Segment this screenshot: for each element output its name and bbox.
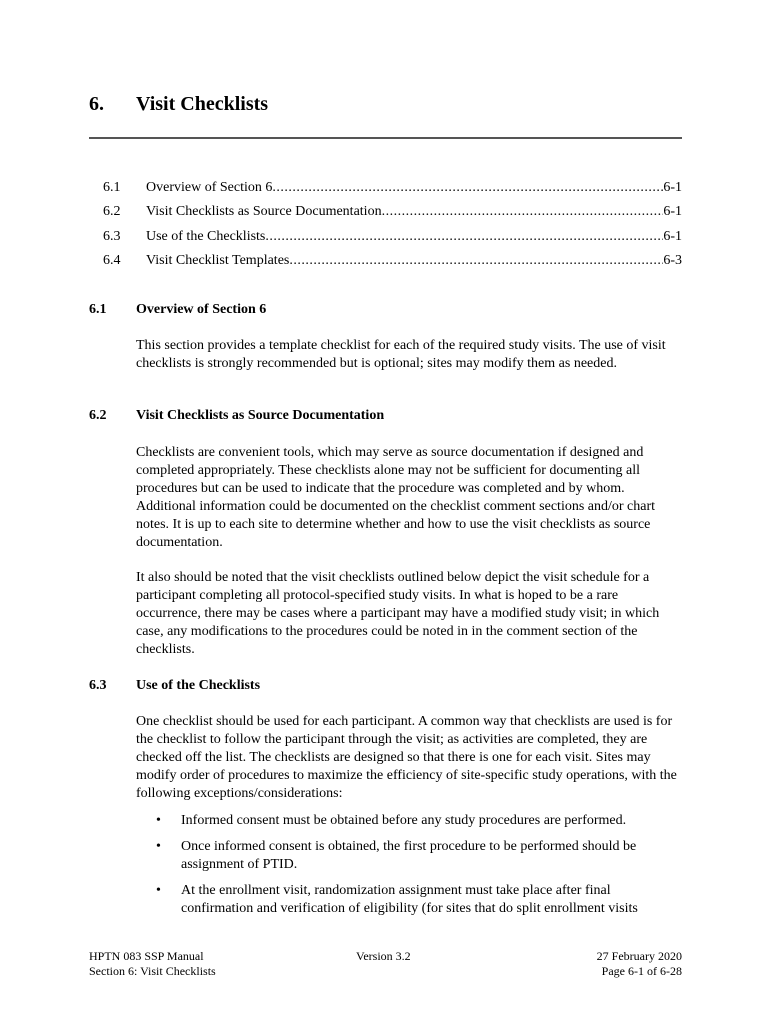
bullet-icon: • bbox=[156, 883, 161, 898]
footer-right bbox=[597, 949, 682, 979]
toc-leader-dots bbox=[289, 253, 663, 269]
toc-leader-dots bbox=[382, 204, 664, 220]
bullet-icon: • bbox=[156, 839, 161, 854]
toc-entry-page: 6-1 bbox=[663, 228, 682, 244]
list-item bbox=[136, 812, 682, 830]
toc-entry-title: Use of the Checklists bbox=[146, 228, 266, 244]
section-title: Use of the Checklists bbox=[136, 678, 261, 693]
footer-section-name: Section 6: Visit Checklists bbox=[89, 964, 216, 978]
footer-version: Version 3.2 bbox=[356, 949, 411, 963]
footer-left bbox=[89, 949, 216, 979]
bullet-list bbox=[136, 812, 682, 926]
toc-entry-page: 6-1 bbox=[663, 204, 682, 220]
toc-entry-number: 6.4 bbox=[103, 252, 121, 268]
toc-entry-title: Visit Checklist Templates bbox=[146, 252, 290, 268]
toc-leader-dots bbox=[272, 180, 663, 196]
heading-rule bbox=[89, 137, 682, 139]
section-title: Overview of Section 6 bbox=[136, 302, 267, 317]
chapter-number: 6. bbox=[89, 93, 104, 115]
toc-entry-number: 6.1 bbox=[103, 180, 121, 195]
toc-entry-page: 6-1 bbox=[663, 180, 682, 195]
toc-entry[interactable] bbox=[103, 204, 682, 228]
section-number: 6.2 bbox=[89, 408, 107, 423]
footer-page-number: Page 6-1 of 6-28 bbox=[601, 964, 682, 978]
paragraph: This section provides a template checklist for each of the required study visits. The use of visit checklists is strongly recommended but is optional; sites may modify them as needed. bbox=[136, 338, 666, 371]
section-number: 6.3 bbox=[89, 678, 107, 693]
section-number: 6.1 bbox=[89, 302, 107, 317]
section-title: Visit Checklists as Source Documentation bbox=[136, 408, 385, 423]
table-of-contents bbox=[103, 180, 682, 277]
list-item bbox=[136, 838, 682, 874]
paragraph: It also should be noted that the visit checklists outlined below depict the visit schedule for a participant completing all protocol-specified study visits. In what is hoped to be a rare occurrence, there may be cases where a participant may have a modified study visit; in which case, any modifications to the procedures could be noted in in the comment section of the checklists. bbox=[136, 570, 660, 657]
toc-entry[interactable] bbox=[103, 180, 682, 204]
list-item-text: Informed consent must be obtained before any study procedures are performed. bbox=[181, 813, 627, 828]
toc-entry-page: 6-3 bbox=[663, 252, 682, 268]
toc-entry-number: 6.3 bbox=[103, 228, 121, 244]
bullet-icon: • bbox=[156, 813, 161, 828]
list-item-text: At the enrollment visit, randomization assignment must take place after final confirmation and verification of eligibility (for sites that do split enrollment visits bbox=[181, 883, 638, 916]
footer-date: 27 February 2020 bbox=[596, 949, 682, 963]
footer-manual-name: HPTN 083 SSP Manual bbox=[89, 949, 204, 963]
paragraph: One checklist should be used for each participant. A common way that checklists are used is for the checklist to follow the participant through the visit; as activities are completed, they are checked off the list. The checklists are designed so that there is one for each visit. Sites may modify order of procedures to maximize the efficiency of site-specific study operations, with the following exceptions/considerations: bbox=[136, 714, 677, 801]
toc-entry[interactable] bbox=[103, 229, 682, 253]
list-item bbox=[136, 882, 682, 918]
toc-entry-number: 6.2 bbox=[103, 204, 121, 220]
toc-entry[interactable] bbox=[103, 253, 682, 277]
chapter-title: Visit Checklists bbox=[136, 93, 269, 115]
toc-leader-dots bbox=[265, 229, 663, 245]
toc-entry-title: Visit Checklists as Source Documentation bbox=[146, 204, 382, 220]
paragraph: Checklists are convenient tools, which may serve as source documentation if designed and completed appropriately. These checklists alone may not be sufficient for documenting all procedures but can be used to indicate that the procedure was completed and by whom. Additional information could be documented on the checklist comment sections and/or chart notes. It is up to each site to determine whether and how to use the visit checklists as source documentation. bbox=[136, 445, 656, 550]
list-item-text: Once informed consent is obtained, the first procedure to be performed should be assignment of PTID. bbox=[181, 839, 637, 872]
toc-entry-title: Overview of Section 6 bbox=[146, 180, 273, 195]
